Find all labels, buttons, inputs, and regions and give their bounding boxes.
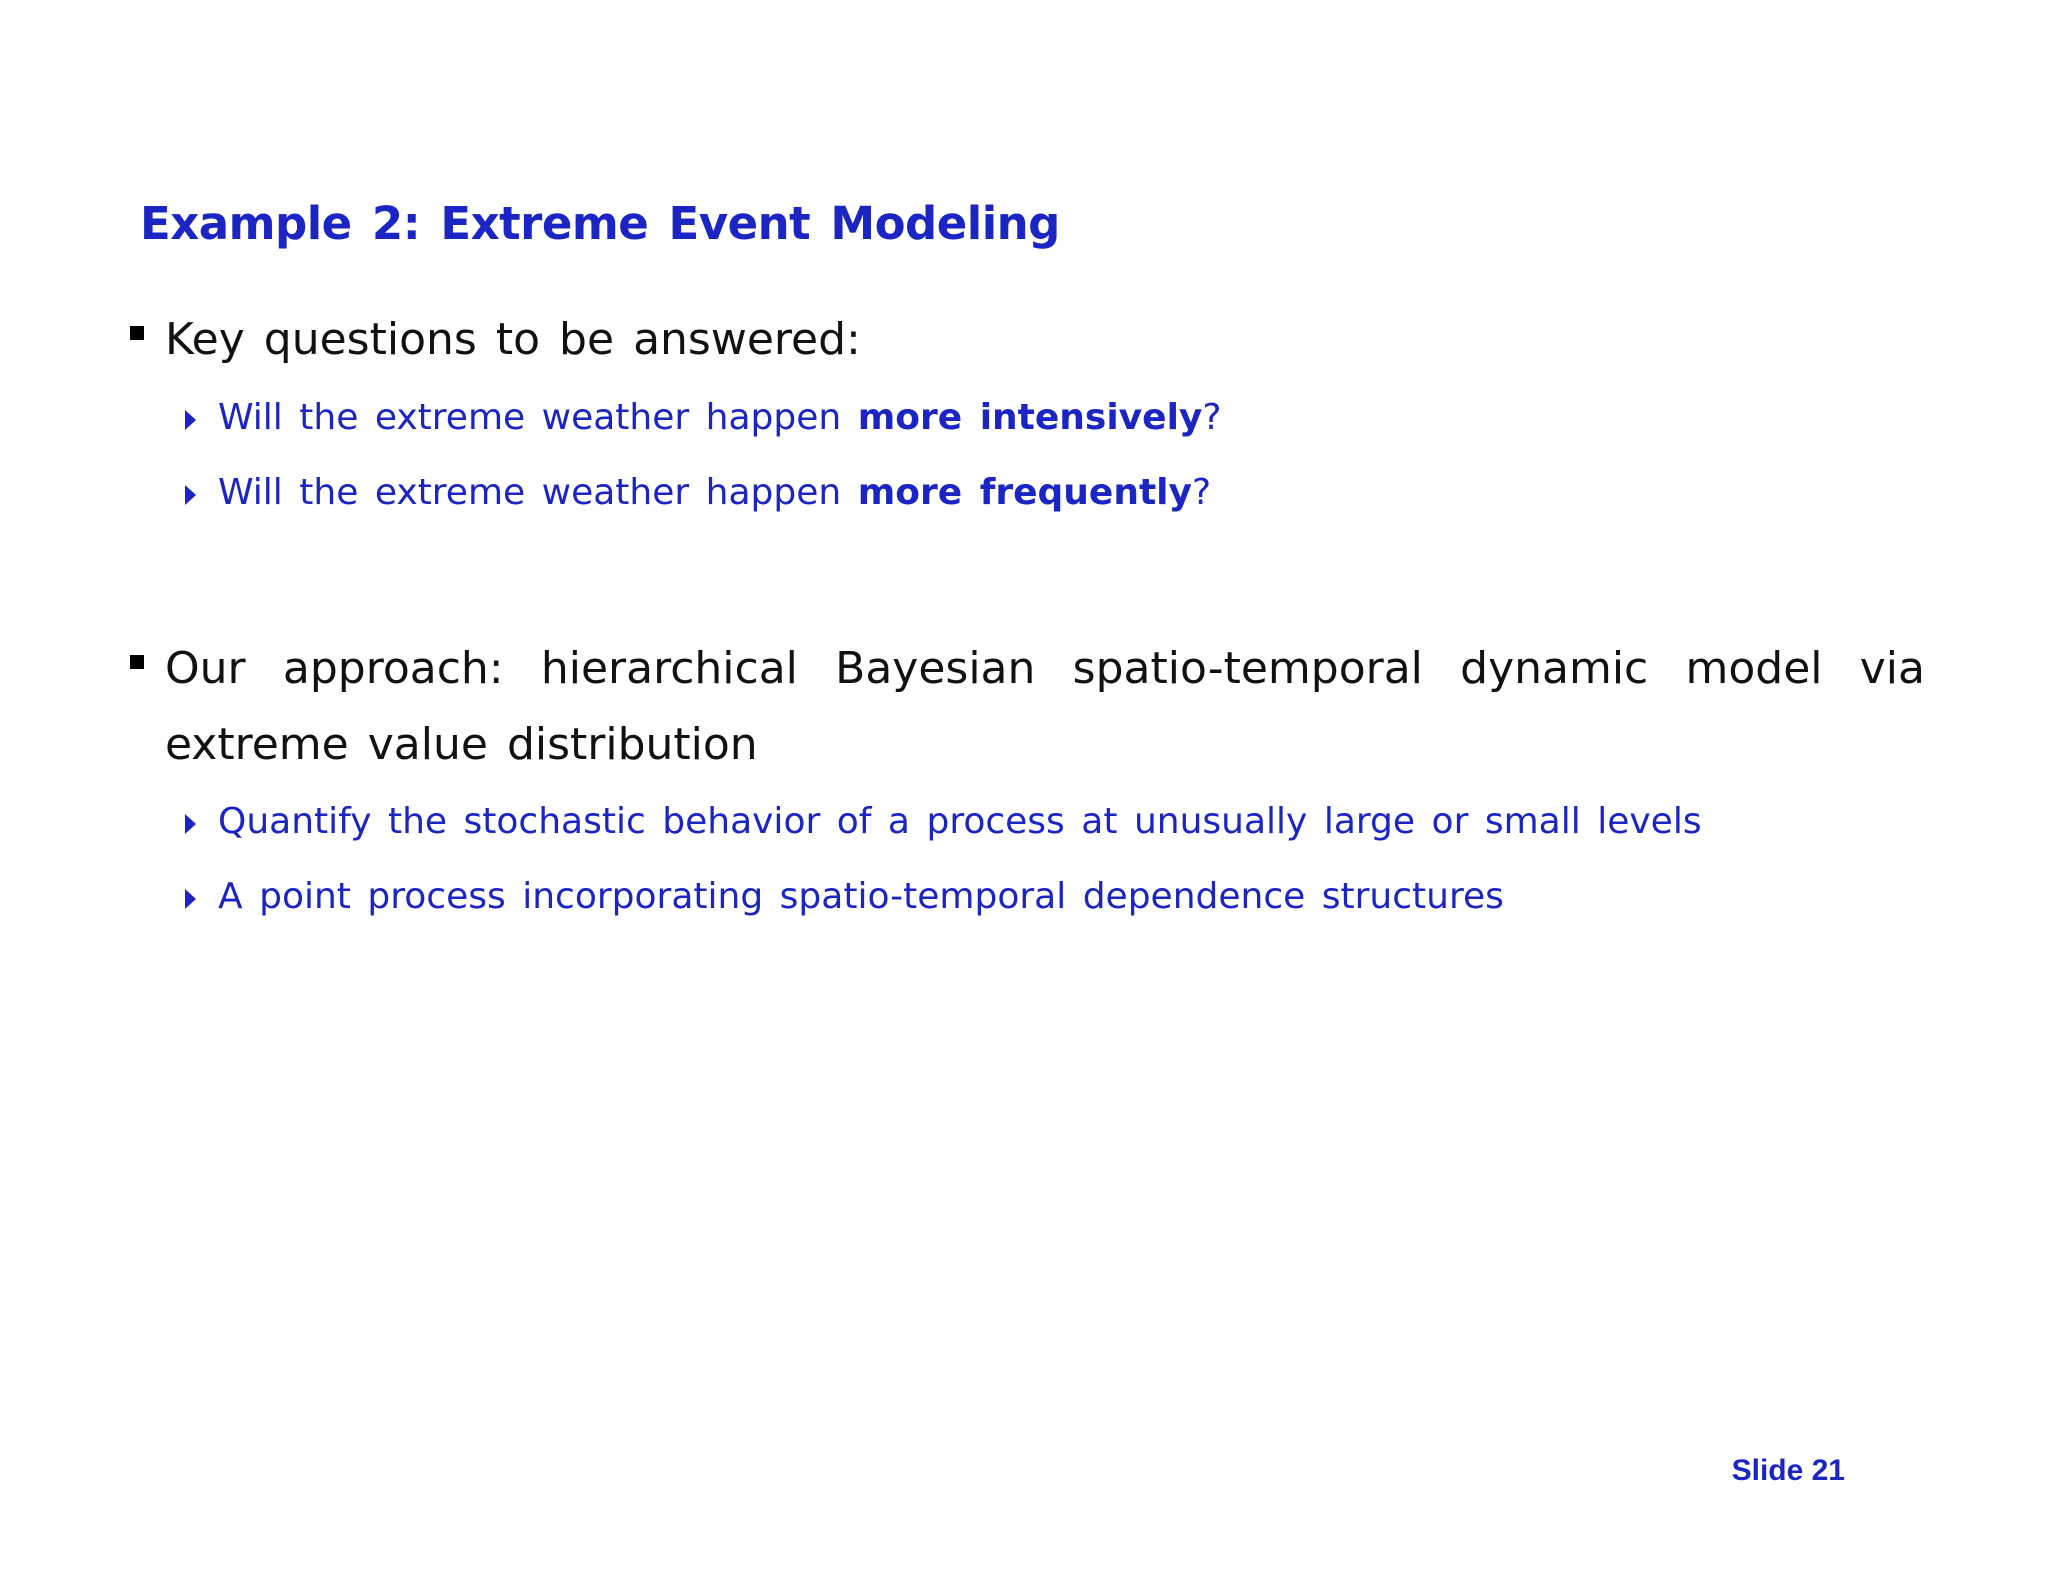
bullet-text: Our approach: hierarchical Bayesian spatio-temporal dynamic model via extreme value distribution [165, 643, 1925, 770]
emphasis-text: more intensively [857, 397, 1203, 438]
sub-bullet-text: A point process incorporating spatio-temporal dependence structures [218, 876, 1504, 917]
triangle-right-bullet-icon [185, 814, 196, 834]
triangle-right-bullet-icon [185, 889, 196, 909]
bullet-key-questions [130, 302, 1930, 378]
sub-bullet-frequency [185, 471, 1885, 515]
slide-number: Slide 21 [1731, 1454, 1845, 1487]
square-bullet-icon [130, 326, 144, 340]
triangle-right-bullet-icon [185, 410, 196, 430]
bullet-text: Key questions to be answered: [165, 314, 861, 365]
sub-bullet-text: Will the extreme weather happen [218, 397, 858, 438]
triangle-right-bullet-icon [185, 485, 196, 505]
sub-bullet-suffix: ? [1202, 397, 1222, 438]
sub-bullet-text: Quantify the stochastic behavior of a process at unusually large or small levels [218, 801, 1702, 842]
slide-title: Example 2: Extreme Event Modeling [140, 197, 1060, 250]
sub-bullet-point-process [185, 875, 1885, 919]
sub-bullet-intensity [185, 396, 1885, 440]
emphasis-text: more frequently [857, 472, 1192, 513]
bullet-our-approach [130, 631, 1930, 783]
sub-bullet-suffix: ? [1191, 472, 1212, 513]
square-bullet-icon [130, 655, 144, 669]
sub-bullet-text: Will the extreme weather happen [218, 472, 858, 513]
sub-bullet-quantify [185, 800, 1885, 844]
